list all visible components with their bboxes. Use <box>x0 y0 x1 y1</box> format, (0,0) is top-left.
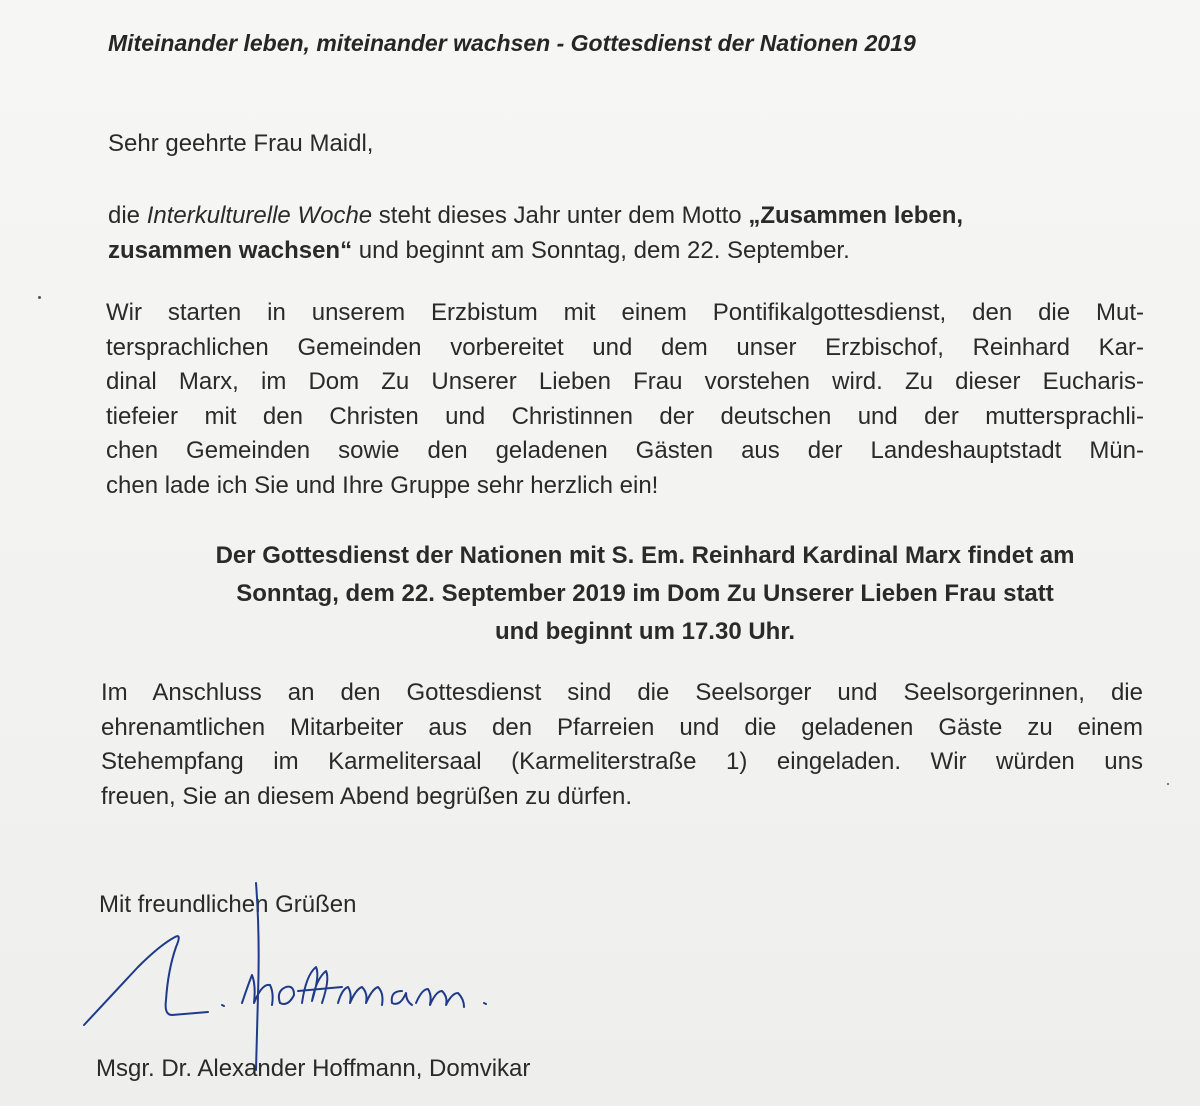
scan-speck <box>1167 783 1169 785</box>
intro-text-2: steht dieses Jahr unter dem Motto <box>372 202 749 229</box>
highlight-line: Der Gottesdienst der Nationen mit S. Em. Reinhard Kardinal Marx findet am <box>215 542 1075 569</box>
paragraph-line: chen Gemeinden sowie den geladenen Gästen aus der Landeshauptstadt Mün- <box>106 437 1144 464</box>
paragraph-line: dinal Marx, im Dom Zu Unserer Lieben Frau vorstehen wird. Zu dieser Eucharis- <box>106 368 1144 395</box>
paragraph-line: ehrenamtlichen Mitarbeiter aus den Pfarreien und die geladenen Gäste zu einem <box>101 713 1143 741</box>
paragraph-line: Stehempfang im Karmelitersaal (Karmeliterstraße 1) eingeladen. Wir würden uns <box>101 748 1143 775</box>
invitation-paragraph <box>106 296 1144 503</box>
paragraph-line: Im Anschluss an den Gottesdienst sind die Seelsorger und Seelsorgerinnen, die <box>101 679 1143 706</box>
intro-line-2 <box>108 234 1148 269</box>
reception-paragraph <box>101 676 1143 814</box>
intro-text-3: und beginnt am Sonntag, dem 22. September. <box>352 236 850 264</box>
motto-line-1: „Zusammen leben, <box>748 202 964 229</box>
motto-line-2: zusammen wachsen“ <box>108 236 353 264</box>
highlight-line: Sonntag, dem 22. September 2019 im Dom Zu Unserer Lieben Frau statt <box>236 580 1054 607</box>
salutation: Sehr geehrte Frau Maidl, <box>108 130 374 157</box>
paragraph-line: tiefeier mit den Christen und Christinnen der deutschen und der muttersprachli- <box>106 402 1144 430</box>
paragraph-line: freuen, Sie an diesem Abend begrüßen zu dürfen. <box>101 782 633 810</box>
highlight-line: und beginnt um 17.30 Uhr. <box>494 618 796 645</box>
sender-name: Msgr. Dr. Alexander Hoffmann, Domvikar <box>96 1055 531 1082</box>
scan-speck <box>38 296 41 299</box>
paragraph-line: chen lade ich Sie und Ihre Gruppe sehr herzlich ein! <box>106 471 659 499</box>
paragraph-line: Wir starten in unserem Erzbistum mit einem Pontifikalgottesdienst, den die Mut- <box>106 299 1144 326</box>
intro-paragraph <box>108 199 1148 268</box>
intro-text-1: die <box>108 202 147 229</box>
event-highlight <box>110 537 1180 651</box>
intro-line-1 <box>108 199 1148 234</box>
letter-heading: Miteinander leben, miteinander wachsen - Gottesdienst der Nationen 2019 <box>108 30 916 56</box>
paragraph-line: tersprachlichen Gemeinden vorbereitet und dem unser Erzbischof, Reinhard Kar- <box>106 333 1144 361</box>
week-name: Interkulturelle Woche <box>146 202 373 229</box>
closing-greeting: Mit freundlichen Grüßen <box>99 891 357 918</box>
